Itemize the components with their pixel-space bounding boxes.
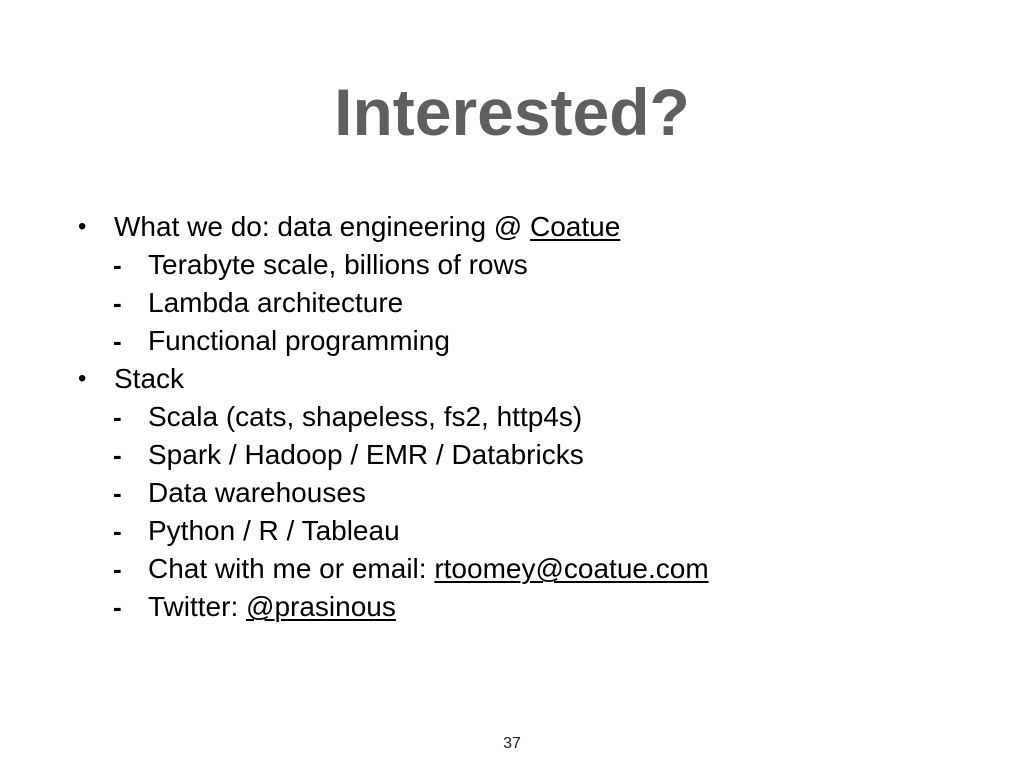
sub-item-scala [78,398,978,436]
bullet-icon: • [78,213,87,240]
bullet-label: What we do: data engineering @ [114,211,531,242]
email-link[interactable]: rtoomey@coatue.com [434,553,709,584]
bullet-item-what-we-do [78,208,978,246]
sub-item-label: Functional programming [148,325,450,356]
sub-item-text [148,588,396,626]
bullet-list [78,208,978,626]
dash-icon: - [113,326,122,356]
bullet-label: Stack [114,363,185,394]
page-number: 37 [503,735,521,752]
bullet-icon: • [78,365,87,392]
bullet-text [114,208,620,246]
sub-item-lambda-architecture [78,284,978,322]
bullet-item-stack [78,360,978,398]
dash-icon: - [113,250,122,280]
sub-item-label: Spark / Hadoop / EMR / Databricks [148,439,584,470]
sub-item-label: Scala (cats, shapeless, fs2, http4s) [148,401,583,432]
dash-icon: - [113,478,122,508]
dash-icon: - [113,516,122,546]
sub-item-label: Python / R / Tableau [148,515,400,546]
sub-item-terabyte-scale [78,246,978,284]
sub-item-label: Lambda architecture [148,287,404,318]
dash-icon: - [113,440,122,470]
sub-item-label: Chat with me or email: [148,553,435,584]
sub-item-python-r-tableau [78,512,978,550]
sub-item-label: Data warehouses [148,477,366,508]
sub-item-email [78,550,978,588]
dash-icon: - [113,554,122,584]
sub-item-functional-programming [78,322,978,360]
twitter-link[interactable]: @prasinous [246,591,396,622]
coatue-link[interactable]: Coatue [530,211,621,242]
dash-icon: - [113,402,122,432]
sub-item-text [148,550,709,588]
sub-item-data-warehouses [78,474,978,512]
sub-item-label: Twitter: [148,591,247,622]
sub-item-label: Terabyte scale, billions of rows [148,249,528,280]
sub-item-twitter [78,588,978,626]
slide-title: Interested? [334,75,690,149]
dash-icon: - [113,288,122,318]
sub-item-spark [78,436,978,474]
dash-icon: - [113,592,122,622]
